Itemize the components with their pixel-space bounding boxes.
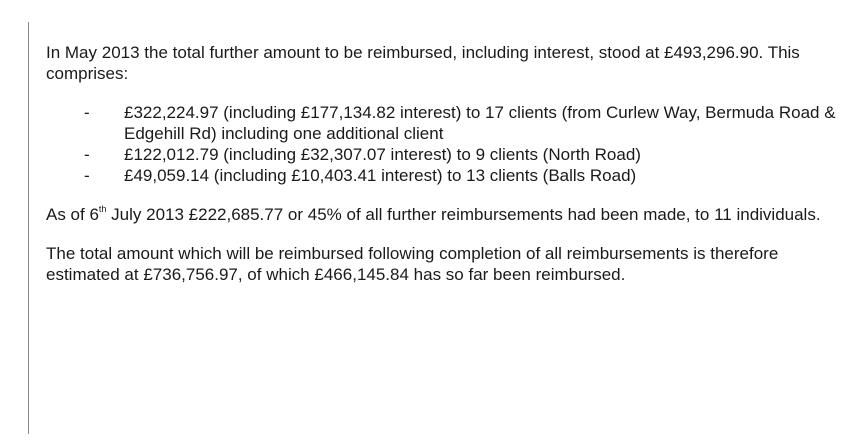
dash-marker: - <box>84 166 90 185</box>
dash-marker: - <box>84 103 90 122</box>
document-body <box>46 42 846 285</box>
total-paragraph: The total amount which will be reimbursed following completion of all reimbursements is therefore estimated at £736,756.97, of which £466,145.84 has so far been reimbursed. <box>46 244 779 284</box>
progress-paragraph <box>46 204 846 225</box>
list-item <box>46 144 846 165</box>
left-margin-rule <box>28 22 29 434</box>
reimbursement-list <box>46 102 846 186</box>
list-item <box>46 165 846 186</box>
list-item-text: £122,012.79 (including £32,307.07 interest) to 9 clients (North Road) <box>124 145 641 164</box>
ordinal-superscript: th <box>98 204 107 214</box>
intro-paragraph: In May 2013 the total further amount to be reimbursed, including interest, stood at £493,296.90. This comprises: <box>46 43 800 83</box>
list-item-text: £322,224.97 (including £177,134.82 interest) to 17 clients (from Curlew Way, Bermuda Road & Edgehill Rd) including one additional client <box>124 103 836 143</box>
progress-rest: July 2013 £222,685.77 or 45% of all further reimbursements had been made, to 11 individuals. <box>106 205 821 224</box>
dash-marker: - <box>84 145 90 164</box>
progress-prefix: As of 6 <box>46 205 99 224</box>
list-item-text: £49,059.14 (including £10,403.41 interest) to 13 clients (Balls Road) <box>124 166 637 185</box>
list-item <box>46 102 846 144</box>
